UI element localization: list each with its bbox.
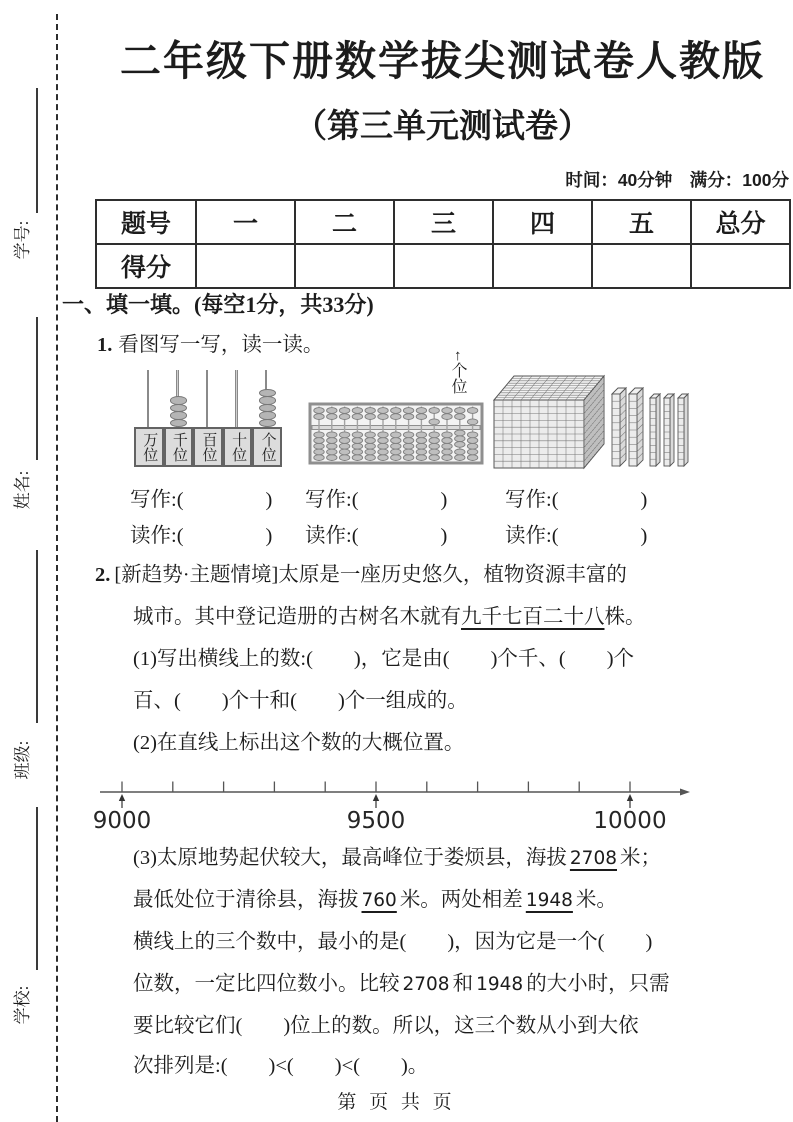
text-segment: 城市。其中登记造册的古树名木就有	[133, 606, 461, 628]
score-table-header-cell: 四	[493, 200, 592, 244]
margin-write-line	[36, 550, 38, 723]
score-table	[95, 199, 791, 289]
underlined-number-words: 九千七百二十八	[461, 606, 605, 628]
question-1-text: 看图写一写，读一读。	[118, 334, 324, 356]
binding-dashed-line	[56, 14, 58, 1122]
rack-place-box	[252, 427, 282, 467]
question-2-line-1	[95, 561, 627, 589]
underlined-number: 760	[361, 890, 397, 911]
time-score-info: 时间：40分钟 满分：100分	[565, 170, 789, 190]
question-2-part-1: (1)写出横线上的数:( )，它是由( )个千、( )个	[133, 648, 635, 670]
section-1-heading: 一、填一填。(每空1分，共33分)	[62, 292, 374, 317]
number-text: 2708	[402, 974, 450, 995]
question-2-part-3-line-4	[133, 970, 670, 999]
rack-column-ge	[252, 370, 282, 467]
rack-column-qian	[164, 370, 194, 467]
margin-write-line	[36, 807, 38, 970]
question-2-part-2: (2)在直线上标出这个数的大概位置。	[133, 732, 465, 754]
score-table-header-cell: 五	[592, 200, 691, 244]
page-footer: 第 页 共 页	[337, 1092, 456, 1113]
question-2-number: 2.	[95, 564, 111, 586]
underlined-number: 2708	[569, 848, 617, 869]
question-2-part-3-line-6: 次排列是:( )<( )<( )。	[133, 1055, 429, 1077]
read-blank-1: 读作:( )	[130, 525, 273, 547]
counting-rack	[134, 370, 282, 467]
score-cell-empty	[493, 244, 592, 288]
write-blank-1: 写作:( )	[130, 489, 273, 511]
abacus-ones-label: 个位	[449, 362, 466, 394]
rack-place-label: 个位	[259, 432, 276, 462]
rack-rod	[206, 370, 209, 428]
margin-write-line	[36, 88, 38, 213]
text-segment: 米；	[620, 847, 661, 869]
rack-place-label: 百位	[200, 432, 217, 462]
rack-place-box	[223, 427, 253, 467]
page-subtitle: （第三单元测试卷）	[294, 107, 591, 144]
rack-place-box	[134, 427, 164, 467]
text-segment: 和	[452, 973, 474, 995]
score-cell-empty	[196, 244, 295, 288]
question-2-part-3-line-5: 要比较它们( )位上的数。所以，这三个数从小到大依	[133, 1015, 639, 1037]
rack-place-box	[164, 427, 194, 467]
question-2-part-3-line-2	[133, 886, 617, 915]
text-segment: 株。	[604, 606, 646, 628]
rack-rod	[147, 370, 150, 428]
question-2-part-3-line-1	[133, 844, 661, 873]
underlined-number: 1948	[525, 890, 573, 911]
question-2-line-2	[133, 603, 646, 631]
question-2-part-1-cont: 百、( )个十和( )个一组成的。	[133, 690, 468, 712]
text-segment: 位数，一定比四位数小。比较	[133, 973, 400, 995]
rack-column-shi	[223, 370, 253, 467]
abacus	[308, 402, 484, 466]
base-ten-blocks	[492, 372, 690, 474]
rack-rod	[235, 370, 238, 428]
margin-write-line	[36, 317, 38, 460]
text-segment: 最低处位于清徐县，海拔	[133, 889, 359, 911]
score-cell-empty	[394, 244, 493, 288]
write-blank-3: 写作:( )	[505, 489, 648, 511]
question-1	[97, 331, 323, 359]
number-line	[92, 768, 712, 834]
text-segment: 的大小时，只需	[526, 973, 670, 995]
rack-column-bai	[193, 370, 223, 467]
number-line-label-9000: 9000	[92, 808, 152, 834]
read-blank-3: 读作:( )	[505, 525, 648, 547]
margin-label-name: 姓名:	[13, 470, 32, 510]
score-table-score-row	[96, 244, 790, 288]
read-blank-2: 读作:( )	[305, 525, 448, 547]
rack-place-label: 十位	[230, 432, 247, 462]
margin-label-student-id: 学号:	[13, 220, 32, 260]
margin-label-school: 学校:	[13, 985, 32, 1025]
abacus-pointer-arrow-icon: ↑	[454, 348, 462, 364]
rack-place-box	[193, 427, 223, 467]
write-blank-2: 写作:( )	[305, 489, 448, 511]
rack-place-label: 万位	[141, 432, 158, 462]
number-line-label-10000: 10000	[593, 808, 667, 834]
margin-label-class: 班级:	[13, 740, 32, 780]
text-segment: (3)太原地势起伏较大，最高峰位于娄烦县，海拔	[133, 847, 567, 869]
rack-beads	[252, 390, 282, 427]
number-line-label-9500: 9500	[346, 808, 406, 834]
score-row-label: 得分	[96, 244, 196, 288]
score-table-header-cell: 三	[394, 200, 493, 244]
question-2-text: [新趋势·主题情境]太原是一座历史悠久，植物资源丰富的	[114, 564, 627, 586]
question-1-number: 1.	[97, 334, 113, 356]
score-table-header-cell: 一	[196, 200, 295, 244]
score-table-header-cell: 题号	[96, 200, 196, 244]
number-text: 1948	[476, 974, 524, 995]
text-segment: 米。	[575, 889, 617, 911]
score-cell-empty	[691, 244, 790, 288]
rack-column-wan	[134, 370, 164, 467]
text-segment: 米。两处相差	[399, 889, 523, 911]
score-cell-empty	[295, 244, 394, 288]
score-table-header-row	[96, 200, 790, 244]
rack-beads	[164, 397, 194, 427]
score-cell-empty	[592, 244, 691, 288]
score-table-header-cell: 总分	[691, 200, 790, 244]
page-title: 二年级下册数学拔尖测试卷人教版	[120, 38, 765, 84]
rack-place-label: 千位	[170, 432, 187, 462]
score-table-header-cell: 二	[295, 200, 394, 244]
question-2-part-3-line-3: 横线上的三个数中，最小的是( )，因为它是一个( )	[133, 931, 653, 953]
